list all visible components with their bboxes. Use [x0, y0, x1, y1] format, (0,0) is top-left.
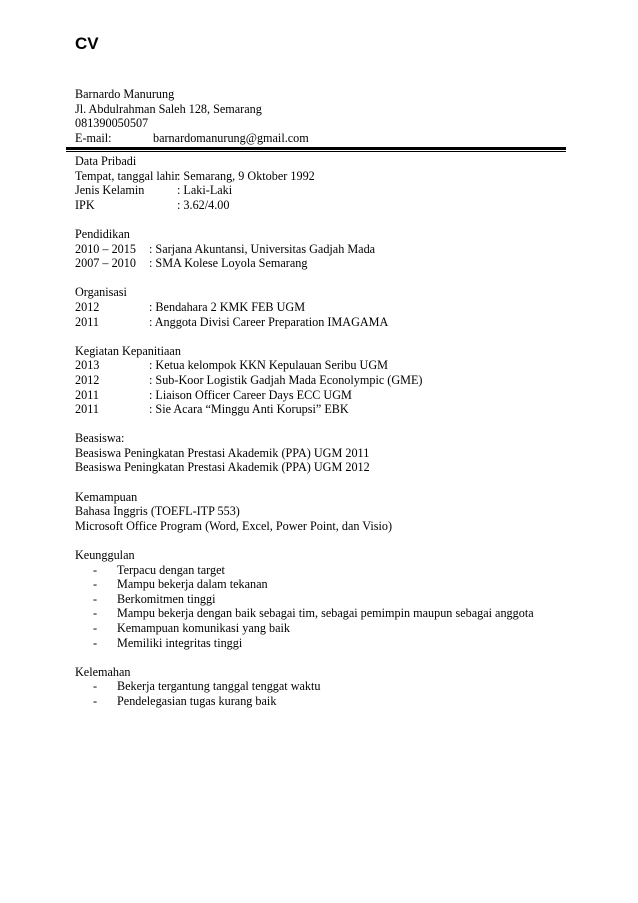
education-value: : SMA Kolese Loyola Semarang [149, 256, 308, 271]
bullet-dash: - [93, 562, 98, 577]
section-kelemahan [75, 665, 575, 709]
section-heading: Beasiswa: [75, 431, 125, 446]
section-heading: Keunggulan [75, 548, 135, 563]
bullet-dash: - [93, 577, 98, 592]
committee-value: : Ketua kelompok KKN Kepulauan Seribu UGM [149, 358, 388, 373]
bullet-dash: - [93, 679, 98, 694]
list-item: - Memiliki integritas tinggi [93, 635, 243, 650]
organization-value: : Anggota Divisi Career Preparation IMAGAMA [149, 314, 389, 329]
section-heading: Kemampuan [75, 489, 138, 504]
info-row [75, 198, 575, 213]
section-kepanitiaan [75, 344, 575, 417]
organization-year: 2011 [75, 314, 99, 329]
committee-year: 2012 [75, 372, 100, 387]
committee-value: : Liaison Officer Career Days ECC UGM [149, 387, 352, 402]
section-heading: Kegiatan Kepanitiaan [75, 343, 181, 358]
info-label: Tempat, tanggal lahir [75, 168, 179, 183]
list-item: - Terpacu dengan target [93, 562, 225, 577]
education-value: : Sarjana Akuntansi, Universitas Gadjah Mada [149, 241, 376, 256]
committee-row [75, 373, 575, 388]
bullet-dash: - [93, 621, 98, 635]
committee-row [75, 402, 575, 417]
organization-row [75, 300, 575, 315]
education-row [75, 256, 575, 271]
bullet-dash: - [93, 591, 98, 606]
email-value: barnardomanurung@gmail.com [153, 130, 309, 145]
contact-header [75, 87, 575, 145]
committee-row [75, 388, 575, 403]
info-label: IPK [75, 197, 95, 212]
cv-body [75, 154, 575, 723]
list-item: - Mampu bekerja dengan baik sebagai tim, sebagai pemimpin maupun sebagai anggota [93, 606, 534, 621]
scholarship-item: Beasiswa Peningkatan Prestasi Akademik (PPA) UGM 2012 [75, 460, 370, 475]
section-pendidikan [75, 227, 575, 271]
committee-row [75, 358, 575, 373]
section-data-pribadi [75, 154, 575, 212]
candidate-name: Barnardo Manurung [75, 87, 175, 101]
education-period: 2007 – 2010 [75, 256, 136, 271]
email-label: E-mail: [75, 130, 112, 145]
committee-value: : Sie Acara “Minggu Anti Korupsi” EBK [149, 402, 349, 417]
scholarship-item: Beasiswa Peningkatan Prestasi Akademik (PPA) UGM 2011 [75, 445, 370, 460]
section-heading: Pendidikan [75, 226, 130, 241]
header-divider-thin [66, 151, 566, 152]
list-item: - Mampu bekerja dalam tekanan [93, 577, 268, 592]
committee-year: 2011 [75, 402, 99, 417]
organization-row [75, 315, 575, 330]
section-organisasi [75, 285, 575, 329]
section-heading: Data Pribadi [75, 154, 137, 168]
bullet-dash: - [93, 693, 98, 708]
skill-item: Bahasa Inggris (TOEFL-ITP 553) [75, 504, 240, 519]
info-label: Jenis Kelamin [75, 183, 145, 198]
education-period: 2010 – 2015 [75, 241, 136, 256]
bullet-dash: - [93, 635, 98, 650]
page-title: CV [75, 34, 99, 53]
organization-value: : Bendahara 2 KMK FEB UGM [149, 299, 306, 314]
section-kemampuan [75, 490, 575, 534]
skill-item: Microsoft Office Program (Word, Excel, Power Point, dan Visio) [75, 518, 393, 533]
section-heading: Kelemahan [75, 664, 131, 679]
list-item: - Bekerja tergantung tanggal tenggat waktu [93, 679, 321, 694]
bullet-dash: - [93, 606, 98, 621]
info-value: : 3.62/4.00 [177, 197, 230, 212]
committee-value: : Sub-Koor Logistik Gadjah Mada Econolympic (GME) [149, 372, 423, 387]
organization-year: 2012 [75, 299, 100, 314]
committee-year: 2011 [75, 387, 99, 402]
info-row [75, 169, 575, 184]
list-item: - Pendelegasian tugas kurang baik [93, 693, 277, 708]
section-keunggulan [75, 548, 575, 650]
section-heading: Organisasi [75, 285, 127, 300]
list-item: - Berkomitmen tinggi [93, 591, 216, 606]
section-beasiswa [75, 431, 575, 475]
info-value: : Laki-Laki [177, 183, 233, 198]
list-item: - Kemampuan komunikasi yang baik [93, 621, 290, 635]
info-value: : Semarang, 9 Oktober 1992 [177, 168, 315, 183]
email-row [75, 131, 575, 146]
info-row [75, 183, 575, 198]
header-divider-thick [66, 147, 566, 150]
address: Jl. Abdulrahman Saleh 128, Semarang [75, 101, 262, 116]
education-row [75, 242, 575, 257]
phone: 081390050507 [75, 116, 149, 131]
committee-year: 2013 [75, 358, 100, 373]
